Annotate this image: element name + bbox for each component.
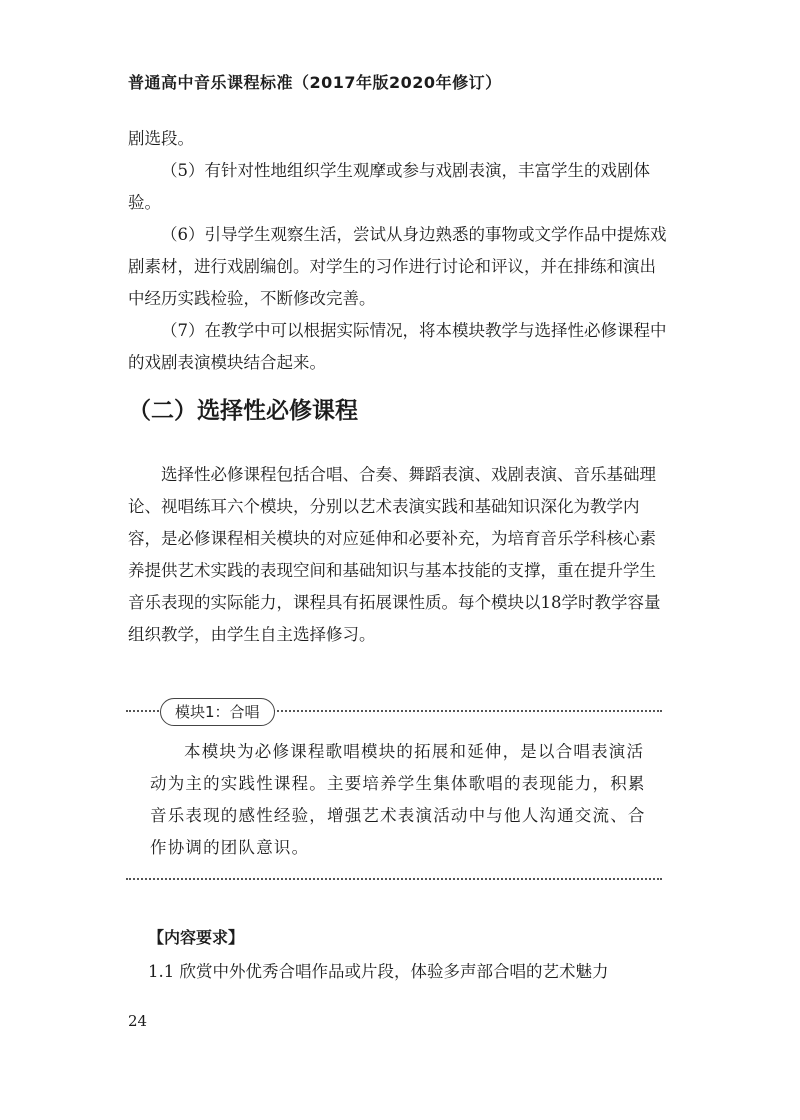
body-text-top <box>128 123 668 379</box>
paragraph-item-6: （6）引导学生观察生活，尝试从身边熟悉的事物或文学作品中提炼戏剧素材，进行戏剧编创。对学生的习作进行讨论和评议，并在排练和演出中经历实践检验，不断修改完善。 <box>128 225 667 308</box>
section-body-paragraph: 选择性必修课程包括合唱、合奏、舞蹈表演、戏剧表演、音乐基础理论、视唱练耳六个模块，分别以艺术表演实践和基础知识深化为教学内容，是必修课程相关模块的对应延伸和必要补充，为培育音乐学科核心素养提供艺术实践的表现空间和基础知识与基本技能的支撑，重在提升学生音乐表现的实际能力，课程具有拓展课性质。每个模块以18学时教学容量组织教学，由学生自主选择修习。 <box>128 465 661 644</box>
module-label-tab: 模块1：合唱 <box>160 698 275 726</box>
paragraph-item-5: （5）有针对性地组织学生观摩或参与戏剧表演，丰富学生的戏剧体验。 <box>128 161 650 212</box>
paragraph-continuation: 剧选段。 <box>128 129 194 148</box>
running-header: 普通高中音乐课程标准（2017年版2020年修订） <box>128 73 502 92</box>
module-description: 本模块为必修课程歌唱模块的拓展和延伸，是以合唱表演活动为主的实践性课程。主要培养学生集体歌唱的表现能力，积累音乐表现的感性经验，增强艺术表演活动中与他人沟通交流、合作协调的团队意识。 <box>150 742 646 857</box>
module-bottom-divider <box>126 878 662 880</box>
requirement-item: 1.1 欣赏中外优秀合唱作品或片段，体验多声部合唱的艺术魅力 <box>148 962 609 981</box>
module-description-box <box>150 736 650 864</box>
section-heading: （二）选择性必修课程 <box>128 398 358 424</box>
paragraph-item-7: （7）在教学中可以根据实际情况，将本模块教学与选择性必修课程中的戏剧表演模块结合起来。 <box>128 321 667 372</box>
content-requirements-heading: 【内容要求】 <box>148 928 245 947</box>
page-number: 24 <box>128 1012 148 1030</box>
section-intro <box>128 459 668 651</box>
